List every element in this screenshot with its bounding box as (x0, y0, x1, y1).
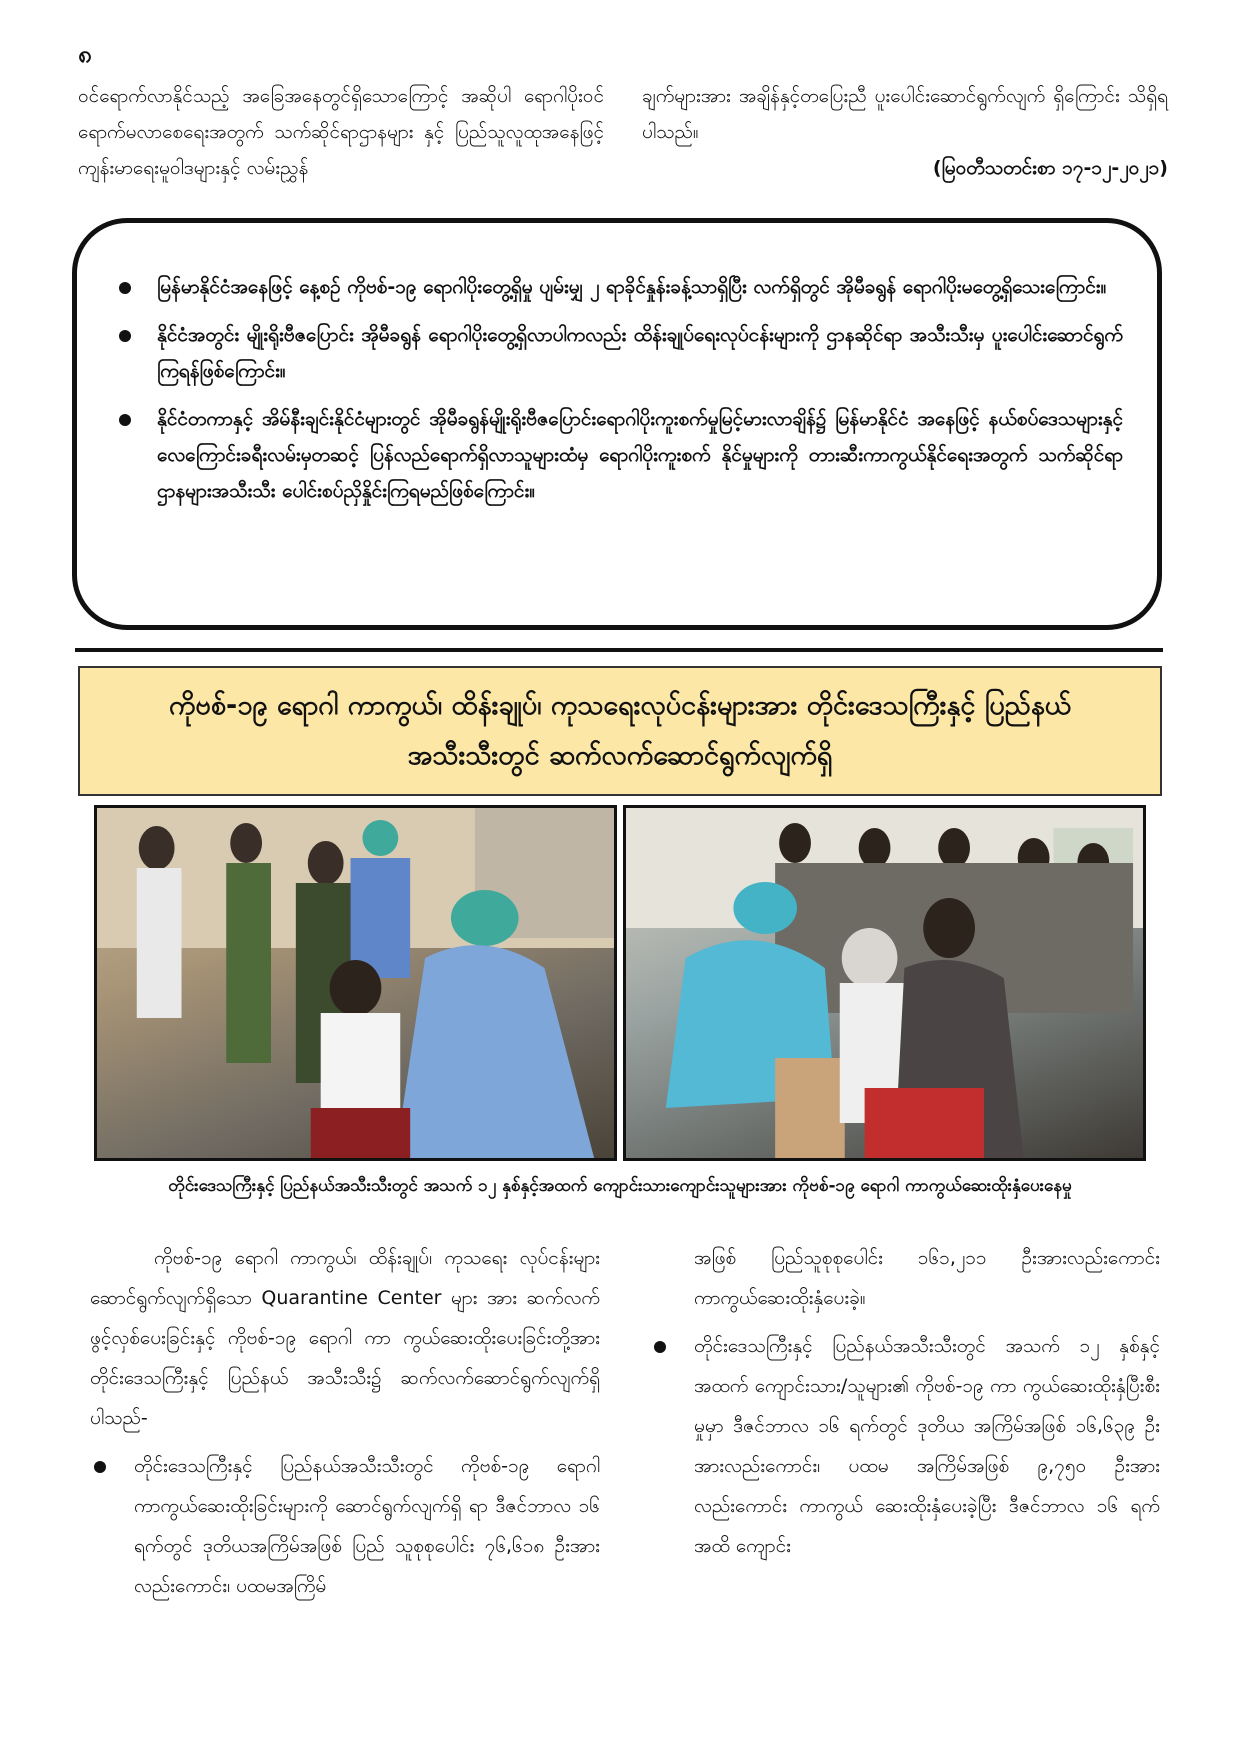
source-citation: (မြဝတီသတင်းစာ ၁၇-၁၂-၂၀၂၁) (932, 157, 1168, 179)
bullet-item-text: တိုင်းဒေသကြီးနှင့် ပြည်နယ်အသီးသီးတွင် အသက် ၁၂ နှစ်နှင့်အထက် ကျောင်းသား/သူများ၏ ကိုဗစ်-၁၉ ကာ ကွယ်ဆေးထိုးနှံပြီးစီးမှုမှာ ဒီဇင်ဘာလ ၁၆ ရက်တွင် ဒုတိယ အကြိမ်အဖြစ် ၁၆,၆၃၉ ဦးအားလည်းကောင်း၊ ပထမ အကြိမ်အဖြစ် ၉,၇၅၀ ဦးအားလည်းကောင်း ကာကွယ် ဆေးထိုးနှံပေးခဲ့ပြီး ဒီဇင်ဘာလ ၁၆ ရက်အထိ ကျောင်း (694, 1335, 1160, 1557)
summary-item (117, 317, 1123, 389)
summary-item-text: နိုင်ငံတကာနှင့် အိမ်နီးချင်းနိုင်ငံများတွင် အိုမီခရွန်မျိုးရိုးဗီဇပြောင်းရောဂါပိုးကူးစက်မှုမြင့်မားလာချိန်၌ မြန်မာနိုင်ငံ အနေဖြင့် နယ်စပ်ဒေသများနှင့် လေကြောင်းခရီးလမ်းမှတဆင့် ပြန်လည်ရောက်ရှိလာသူများထံမှ ရောဂါပိုးကူးစက် နိုင်မှုများကို တားဆီးကာကွယ်နိုင်ရေးအတွက် သက်ဆိုင်ရာဌာနများအသီးသီး ပေါင်းစပ်ညှိနှိုင်းကြရမည်ဖြစ်ကြောင်း။ (157, 408, 1123, 502)
vaccination-photo-right (623, 805, 1146, 1161)
photo-illustration-right (626, 808, 1143, 1158)
bullet-icon (119, 414, 131, 426)
bullet-icon (94, 1461, 106, 1473)
bullet-item (90, 1446, 600, 1606)
bullet-item-text: တိုင်းဒေသကြီးနှင့် ပြည်နယ်အသီးသီးတွင် ကိုဗစ်-၁၉ ရောဂါ ကာကွယ်ဆေးထိုးခြင်းများကို ဆောင်ရွက်လျက်ရှိ ရာ ဒီဇင်ဘာလ ၁၆ ရက်တွင် ဒုတိယအကြိမ်အဖြစ် ပြည် သူစုစုပေါင်း ၇၆,၆၁၈ ဦးအားလည်းကောင်း၊ ပထမအကြိမ် (134, 1455, 600, 1597)
summary-item-text: နိုင်ငံအတွင်း မျိုးရိုးဗီဇပြောင်း အိုမီခရွန် ရောဂါပိုးတွေ့ရှိလာပါကလည်း ထိန်းချုပ်ရေးလုပ်ငန်းများကို ဌာနဆိုင်ရာ အသီးသီးမှ ပူးပေါင်းဆောင်ရွက်ကြရန်ဖြစ်ကြောင်း။ (157, 324, 1123, 382)
bullet-item (650, 1326, 1160, 1566)
top-left-column (78, 78, 604, 186)
summary-box (72, 218, 1162, 630)
top-columns (78, 78, 1168, 186)
bullet-icon (119, 330, 131, 342)
summary-list (117, 269, 1123, 509)
photo-caption: တိုင်းဒေသကြီးနှင့် ပြည်နယ်အသီးသီးတွင် အသက် ၁၂ နှစ်နှင့်အထက် ကျောင်းသားကျောင်းသူများအား ကိုဗစ်-၁၉ ရောဂါ ကာကွယ်ဆေးထိုးနှံပေးနေမှု (168, 1176, 1072, 1196)
bottom-left-column (90, 1238, 600, 1606)
bottom-right-column (650, 1238, 1160, 1606)
bottom-columns (90, 1238, 1160, 1606)
photo-strip (94, 805, 1146, 1161)
bullet-icon (119, 282, 131, 294)
top-right-column (642, 78, 1168, 186)
section-divider (75, 648, 1163, 652)
photo-illustration-left (97, 808, 614, 1158)
page-number: ၈ (78, 40, 92, 68)
summary-item-text: မြန်မာနိုင်ငံအနေဖြင့် နေ့စဉ် ကိုဗစ်-၁၉ ရောဂါပိုးတွေ့ရှိမှု ပျမ်းမျှ ၂ ရာခိုင်နှုန်းခန့်သာရှိပြီး လက်ရှိတွင် အိုမီခရွန် ရောဂါပိုးမတွေ့ရှိသေးကြောင်း။ (157, 276, 1107, 298)
top-left-text: ဝင်ရောက်လာနိုင်သည့် အခြေအနေတွင်ရှိသောကြောင့် အဆိုပါ ရောဂါပိုးဝင်ရောက်မလာစေရေးအတွက် သက်ဆိုင်ရာဌာနများ နှင့် ပြည်သူလူထုအနေဖြင့် ကျန်းမာရေးမူဝါဒများနှင့် လမ်းညွှန် (78, 85, 604, 179)
bullet-icon (654, 1341, 666, 1353)
continued-paragraph: အဖြစ် ပြည်သူစုစုပေါင်း ၁၆၁,၂၁၁ ဦးအားလည်းကောင်း ကာကွယ်ဆေးထိုးနှံပေးခဲ့။ (694, 1247, 1160, 1309)
vaccination-photo-left (94, 805, 617, 1161)
intro-paragraph: ကိုဗစ်-၁၉ ရောဂါ ကာကွယ်၊ ထိန်းချုပ်၊ ကုသရေး လုပ်ငန်းများ ဆောင်ရွက်လျက်ရှိသော Quarantine Center များ အား ဆက်လက်ဖွင့်လှစ်ပေးခြင်းနှင့် ကိုဗစ်-၁၉ ရောဂါ ကာ ကွယ်ဆေးထိုးပေးခြင်းတို့အား တိုင်းဒေသကြီးနှင့် ပြည်နယ် အသီးသီး၌ ဆက်လက်ဆောင်ရွက်လျက်ရှိပါသည်- (90, 1247, 600, 1429)
summary-item (117, 401, 1123, 509)
summary-item (117, 269, 1123, 305)
top-right-text: ချက်များအား အချိန်နှင့်တပြေးညီ ပူးပေါင်းဆောင်ရွက်လျက် ရှိကြောင်း သိရှိရပါသည်။ (642, 85, 1168, 143)
article-headline: ကိုဗစ်-၁၉ ရောဂါ ကာကွယ်၊ ထိန်းချုပ်၊ ကုသရေးလုပ်ငန်းများအား တိုင်းဒေသကြီးနှင့် ပြည်နယ်အသီးသီးတွင် ဆက်လက်ဆောင်ရွက်လျက်ရှိ (78, 666, 1162, 796)
